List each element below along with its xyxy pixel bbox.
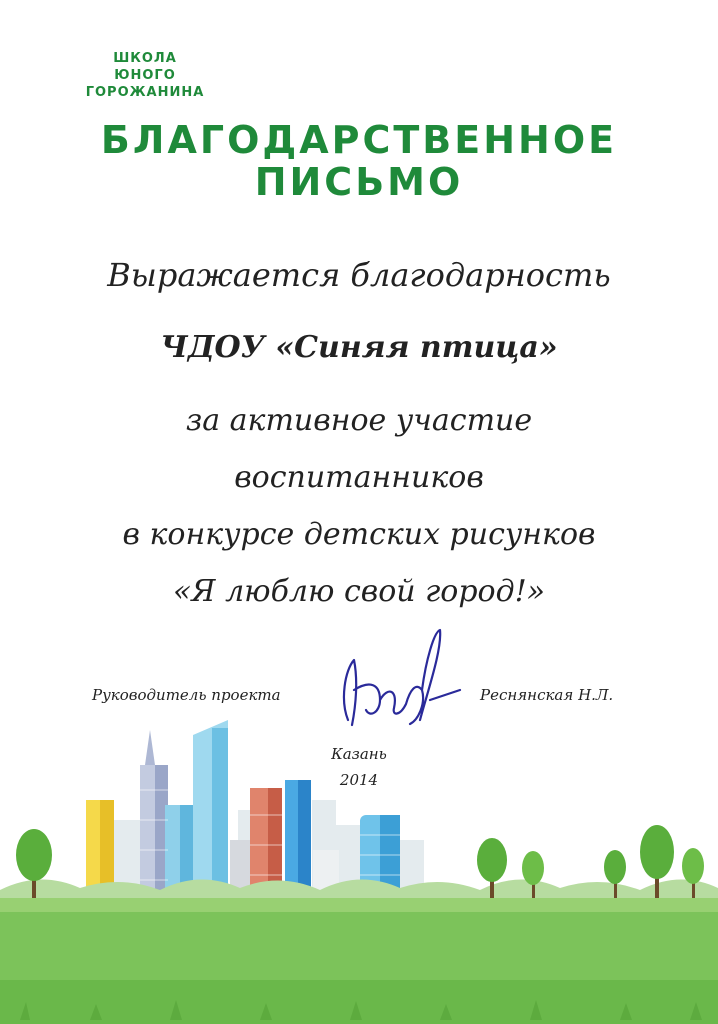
title-line-2: ПИСЬМО bbox=[254, 160, 464, 204]
handwritten-signature bbox=[310, 620, 480, 740]
body-line: в конкурсе детских рисунков bbox=[122, 517, 596, 552]
thanks-line: Выражается благодарность bbox=[107, 256, 611, 294]
organization-name: ЧДОУ «Синяя птица» bbox=[160, 330, 558, 365]
school-line: ГОРОЖАНИНА bbox=[85, 85, 205, 100]
city-skyline-illustration bbox=[0, 720, 718, 1024]
school-line: ШКОЛА bbox=[113, 51, 177, 66]
school-logo-text bbox=[55, 50, 235, 101]
signer-name: Реснянская Н.Л. bbox=[480, 686, 614, 704]
school-line: ЮНОГО bbox=[114, 68, 176, 83]
body-line: за активное участие bbox=[185, 403, 533, 438]
city-name: Казань bbox=[331, 745, 387, 763]
title-line-1: БЛАГОДАРСТВЕННОЕ bbox=[100, 118, 618, 162]
body-line: воспитанников bbox=[234, 460, 484, 495]
year: 2014 bbox=[339, 771, 379, 789]
body-line: «Я люблю свой город!» bbox=[172, 574, 546, 609]
signature-role: Руководитель проекта bbox=[92, 686, 281, 704]
